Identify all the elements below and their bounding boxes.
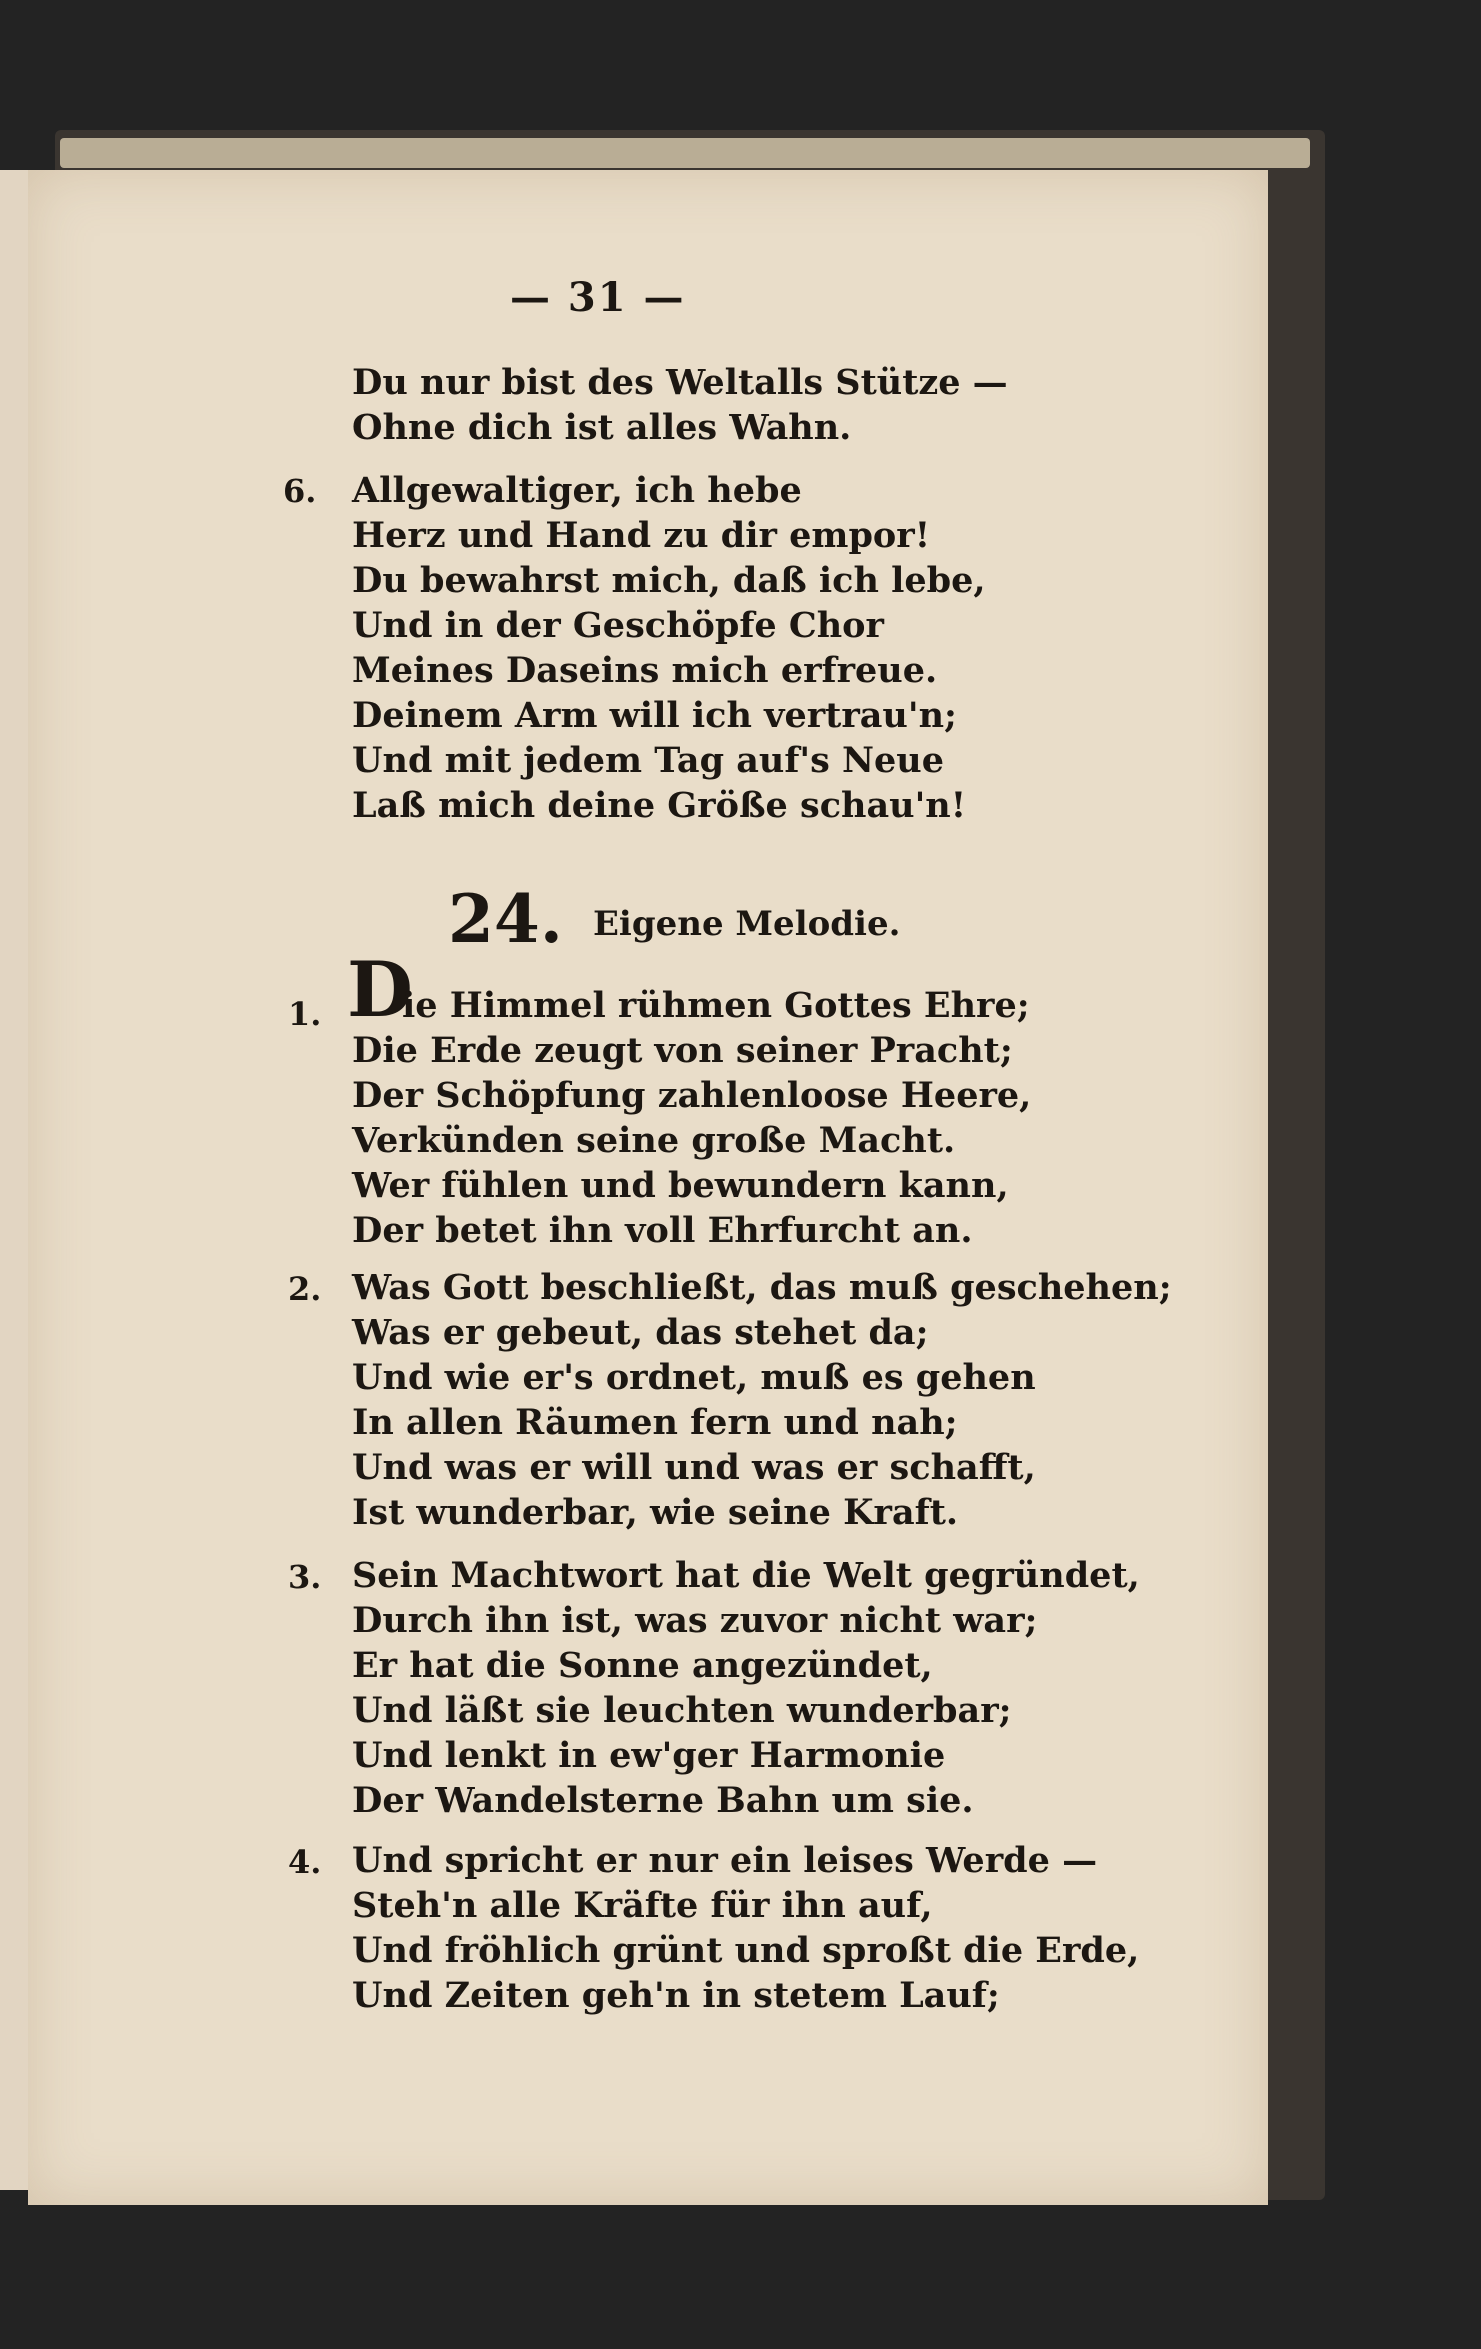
verse-number: 4. [288, 1843, 322, 1881]
hymn-number: 24. [448, 880, 563, 958]
verse-line: Und lenkt in ew'ger Harmonie [352, 1735, 946, 1776]
verse-line: Und wie er's ordnet, muß es gehen [352, 1357, 1036, 1398]
verse-line: Deinem Arm will ich vertrau'n; [352, 695, 957, 736]
verse-line: Durch ihn ist, was zuvor nicht war; [352, 1600, 1038, 1641]
verse-line: Steh'n alle Kräfte für ihn auf, [352, 1885, 933, 1926]
verse-line: Du bewahrst mich, daß ich lebe, [352, 560, 986, 601]
verse-line: Was Gott beschließt, das muß geschehen; [352, 1267, 1172, 1308]
verse-line: Der betet ihn voll Ehrfurcht an. [352, 1210, 973, 1251]
verse-line: Du nur bist des Weltalls Stütze — [352, 362, 1008, 403]
verse-line: Laß mich deine Größe schau'n! [352, 785, 967, 826]
verse-line: Ohne dich ist alles Wahn. [352, 407, 852, 448]
verse-line: Meines Daseins mich erfreue. [352, 650, 938, 691]
verse-number: 2. [288, 1270, 322, 1308]
verse-line: Herz und Hand zu dir empor! [352, 515, 931, 556]
verse-line: Der Schöpfung zahlenloose Heere, [352, 1075, 1032, 1116]
verse-line: Verkünden seine große Macht. [352, 1120, 956, 1161]
verse-line: Und mit jedem Tag auf's Neue [352, 740, 944, 781]
verse-line: Die Erde zeugt von seiner Pracht; [352, 1030, 1013, 1071]
verse-line: Ist wunderbar, wie seine Kraft. [352, 1492, 959, 1533]
verse-number: 3. [288, 1558, 322, 1596]
verse-line: Sein Machtwort hat die Welt gegründet, [352, 1555, 1140, 1596]
hymn-melody: Eigene Melodie. [593, 904, 901, 944]
verse-line: Wer fühlen und bewundern kann, [352, 1165, 1009, 1206]
verse-line: Er hat die Sonne angezündet, [352, 1645, 933, 1686]
drop-capital: D [347, 945, 413, 1034]
verse-line: ie Himmel rühmen Gottes Ehre; [402, 985, 1030, 1026]
verse-line: In allen Räumen fern und nah; [352, 1402, 958, 1443]
verse-line: Und Zeiten geh'n in stetem Lauf; [352, 1975, 1000, 2016]
book-cover-top-edge [60, 138, 1310, 168]
previous-page-edge [0, 170, 30, 2190]
verse-line: Und läßt sie leuchten wunderbar; [352, 1690, 1012, 1731]
verse-line: Was er gebeut, das stehet da; [352, 1312, 929, 1353]
verse-line: Und in der Geschöpfe Chor [352, 605, 884, 646]
verse-line: Und was er will und was er schafft, [352, 1447, 1036, 1488]
verse-number: 6. [283, 472, 317, 510]
verse-number: 1. [288, 995, 322, 1033]
page-number: — 31 — [510, 274, 686, 321]
verse-line: Der Wandelsterne Bahn um sie. [352, 1780, 974, 1821]
verse-line: Und spricht er nur ein leises Werde — [352, 1840, 1098, 1881]
verse-line: Allgewaltiger, ich hebe [352, 470, 802, 511]
verse-line: Und fröhlich grünt und sproßt die Erde, [352, 1930, 1140, 1971]
